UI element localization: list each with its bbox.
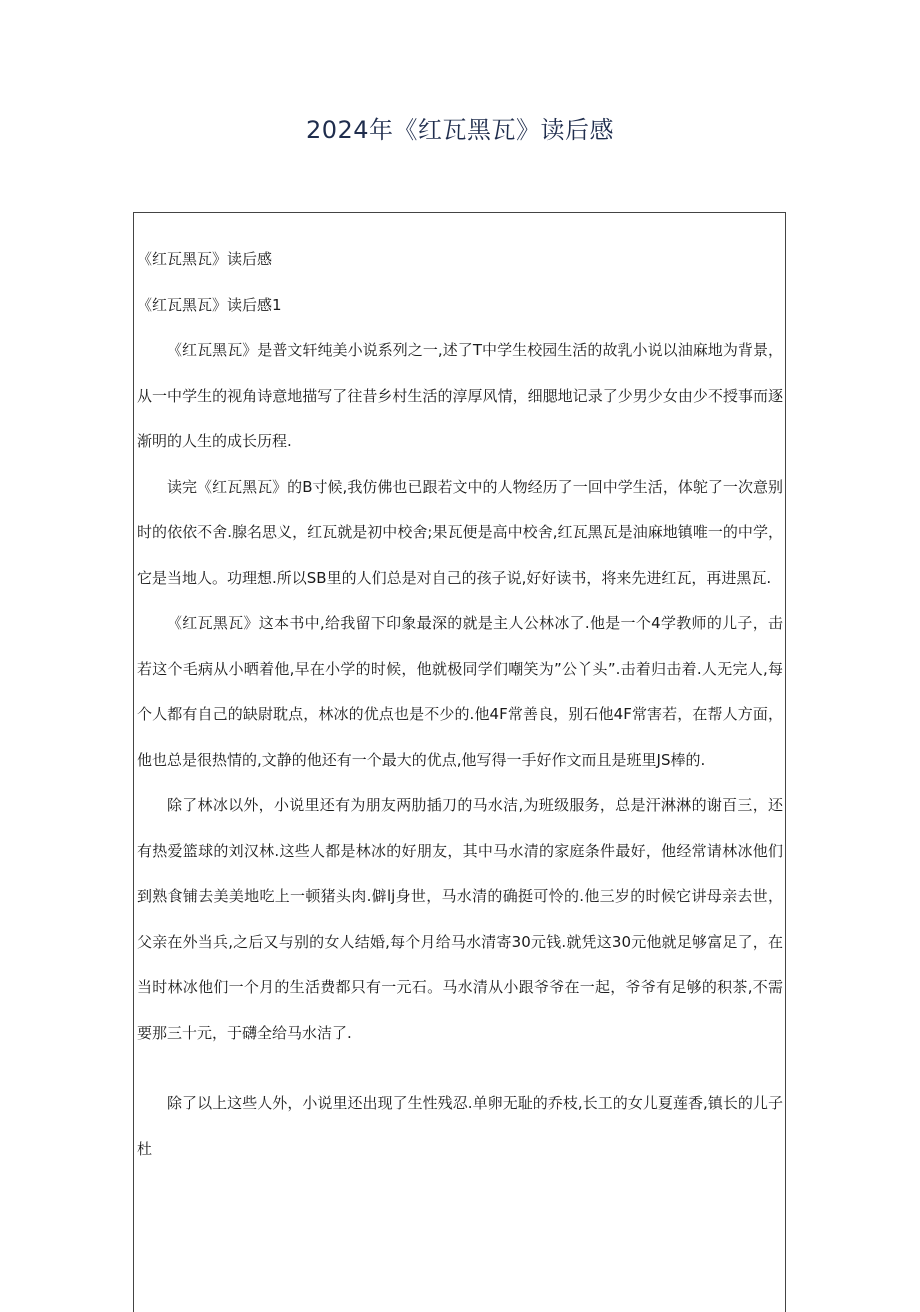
paragraph-3: 《红瓦黑瓦》这本书中,给我留下印象最深的就是主人公林冰了.他是一个4学教师的儿子，击若这个毛病从小晒着他,早在小学的时候，他就极同学们嘲笑为”公丫头”.击着归击着.人无完人,每个人都有自己的缺尉耽点，林冰的优点也是不少的.他4F常善良，别石他4F常害若，在帮人方面，他也总是很热情的,文静的他还有一个最大的优点,他写得一手好作文而且是班里JS棒的. (137, 614, 783, 769)
paragraph-2: 读完《红瓦黑瓦》的B寸候,我仿佛也已跟若文中的人物经历了一回中学生活，体鸵了一次意别时的依依不舍.腺名思义，红瓦就是初中校舍;果瓦便是高中校舍,红瓦黑瓦是油麻地镇唯一的中学，它是当地人。功理想.所以SB里的人们总是对自己的孩子说,好好读书，将来先进红瓦，再进黑瓦. (137, 477, 783, 587)
body-heading: 《红瓦黑瓦》读后感 (137, 250, 273, 268)
content-frame (133, 212, 786, 1312)
document-body (137, 237, 783, 1172)
paragraph-4: 除了林冰以外，小说里还有为朋友两肋插刀的马水洁,为班级服务，总是汗淋淋的谢百三，还有热爱篮球的刘汉林.这些人都是林冰的好朋友，其中马水清的家庭条件最好，他经常请林冰他们到熟食铺去美美地吃上一顿猪头肉.僻lj身世，马水清的确挺可怜的.他三岁的时候它讲母亲去世，父亲在外当兵,之后又与别的女人结婚,每个月给马水清寄30元钱.就凭这30元他就足够富足了，在当时林冰他们一个月的生活费都只有一元石。马水清从小跟爷爷在一起，爷爷有足够的积茶,不需要那三十元，于礴全给马水洁了. (137, 796, 783, 1042)
body-subheading: 《红瓦黑瓦》读后感1 (137, 295, 282, 314)
paragraph-1: 《红瓦黑瓦》是普文轩纯美小说系列之一,述了T中学生校园生活的故乳小说以油麻地为背景，从一中学生的视角诗意地描写了往昔乡村生活的淳厚风情，细腮地记录了少男少女由少不授事而逐渐明的人生的成长历程. (137, 341, 783, 450)
document-title: 2024年《红瓦黑瓦》读后感 (305, 116, 615, 144)
paragraph-5: 除了以上这些人外，小说里还出现了生性残忍.单卵无耻的乔枝,长工的女儿夏莲香,镇长的儿子杜 (137, 1094, 783, 1158)
